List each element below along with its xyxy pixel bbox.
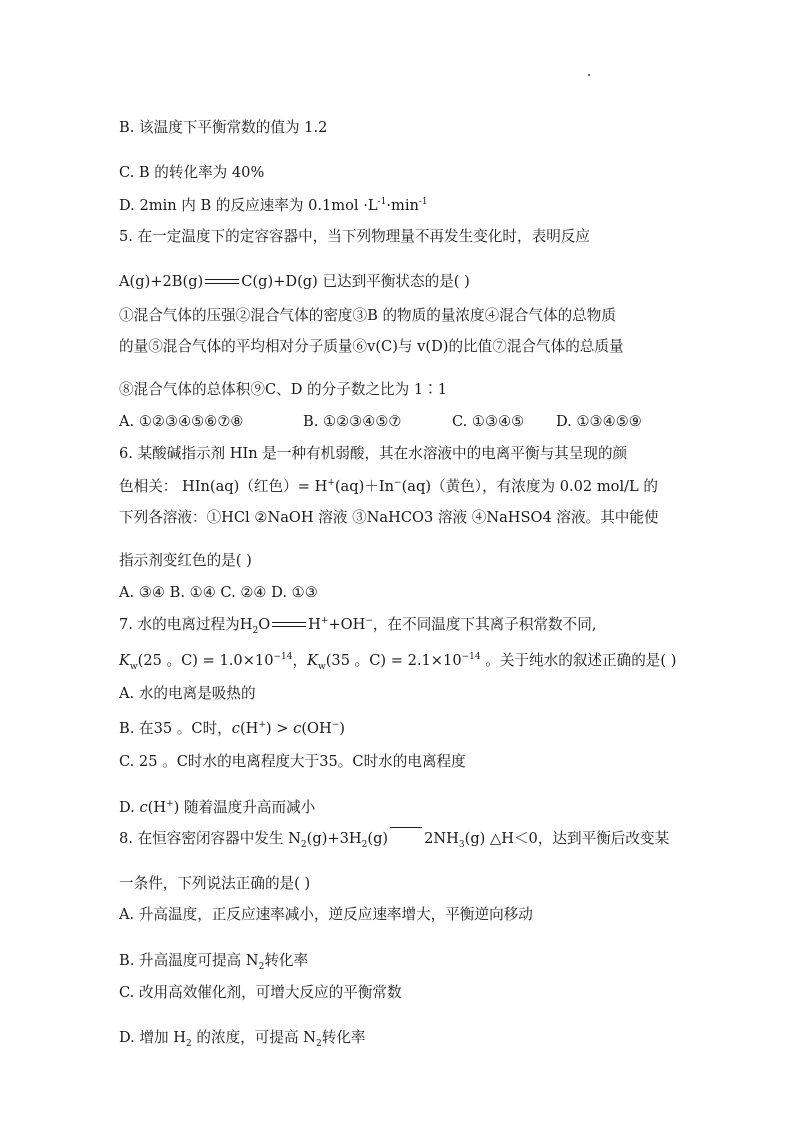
q5-option-d: D. ①③④⑤⑨ [556,413,642,430]
q6-options: A. ③④ B. ①④ C. ②④ D. ①③ [119,584,318,601]
q8-stem-line1: 8. 在恒容密闭容器中发生 $N_2(g)+3H_2(g)$ $2NH_3(g)$ △H＜0，达到平衡后改变某 [119,830,670,850]
q6-stem-line1: 6. 某酸碱指示剂 HIn 是一种有机弱酸，其在水溶液中的电离平衡与其呈现的颜 [119,445,628,462]
equilibrium-arrow-icon [205,278,239,286]
q5-options [119,412,642,432]
q5-items-line1: ①混合气体的压强②混合气体的密度③B 的物质的量浓度④混合气体的总物质 [119,307,616,324]
q8-stem-line2: 一条件，下列说法正确的是( ) [119,875,311,892]
q5-items-line2: 的量⑤混合气体的平均相对分子质量⑥v(C)与 v(D)的比值⑦混合气体的总质量 [119,338,624,355]
q4-option-b: B. 该温度下平衡常数的值为 1.2 [119,119,328,136]
q5-option-b: B. ①②③④⑤⑦ [303,413,402,430]
q6-stem-line2: 色相关： HIn(aq)（红色）= H+(aq)＋In−(aq)（黄色），有浓度为 0.02 mol/L 的 [119,478,658,495]
q8-option-c: C. 改用高效催化剂，可增大反应的平衡常数 [119,984,402,1001]
q5-option-c: C. ①③④⑤ [452,413,525,430]
q7-option-b: B. 在35 。C时，c(H+) > c(OH−) [119,720,345,737]
q8-option-a: A. 升高温度，正反应速率减小，逆反应速率增大，平衡逆向移动 [119,906,533,923]
q4-option-c: C. B 的转化率为 40% [119,164,265,181]
q6-stem-line4: 指示剂变红色的是( ) [119,552,252,569]
q4-option-d: D. 2min 内 B 的反应速率为 $0.1mol \cdot L^{-1}\cdot\min^{-1}$ [119,197,428,214]
q5-option-a: A. ①②③④⑤⑥⑦⑧ [119,413,244,430]
q8-option-d: D. 增加 $H_2$ 的浓度，可提高 $N_2$转化率 [119,1029,366,1049]
equilibrium-arrow-icon [272,621,306,629]
q5-stem: 5. 在一定温度下的定容容器中，当下列物理量不再发生变化时，表明反应 [119,228,590,245]
q7-kw-line: $K_w(25$ 。$C) = 1.0\times 10^{-14}$，$K_w(35$ 。$C) = 2.1\times 10^{-14}$ 。关于纯水的叙述正确的是( ) [119,652,677,672]
q8-option-b: B. 升高温度可提高 $N_2$转化率 [119,952,309,972]
q5-items-line3: ⑧混合气体的总体积⑨C、D 的分子数之比为 1∶1 [119,381,447,398]
q7-option-c: C. 25 。C时水的电离程度大于35。C时水的电离程度 [119,753,466,770]
q7-stem-line1: 7. 水的电离过程为$H_2O$ H++OH−，在不同温度下其离子积常数不同, [119,616,597,636]
q7-option-d: D. c(H+) 随着温度升高而减小 [119,799,316,816]
scan-speck [588,74,590,76]
q7-option-a: A. 水的电离是吸热的 [119,685,256,702]
reaction-arrow-icon [390,829,422,839]
q6-stem-line3: 下列各溶液：①HCl ②NaOH 溶液 ③NaHCO3 溶液 ④NaHSO4 溶液。其中能使 [119,509,659,526]
q5-reaction: A(g)+2B(g) C(g)+D(g) 已达到平衡状态的是( ) [119,273,470,290]
